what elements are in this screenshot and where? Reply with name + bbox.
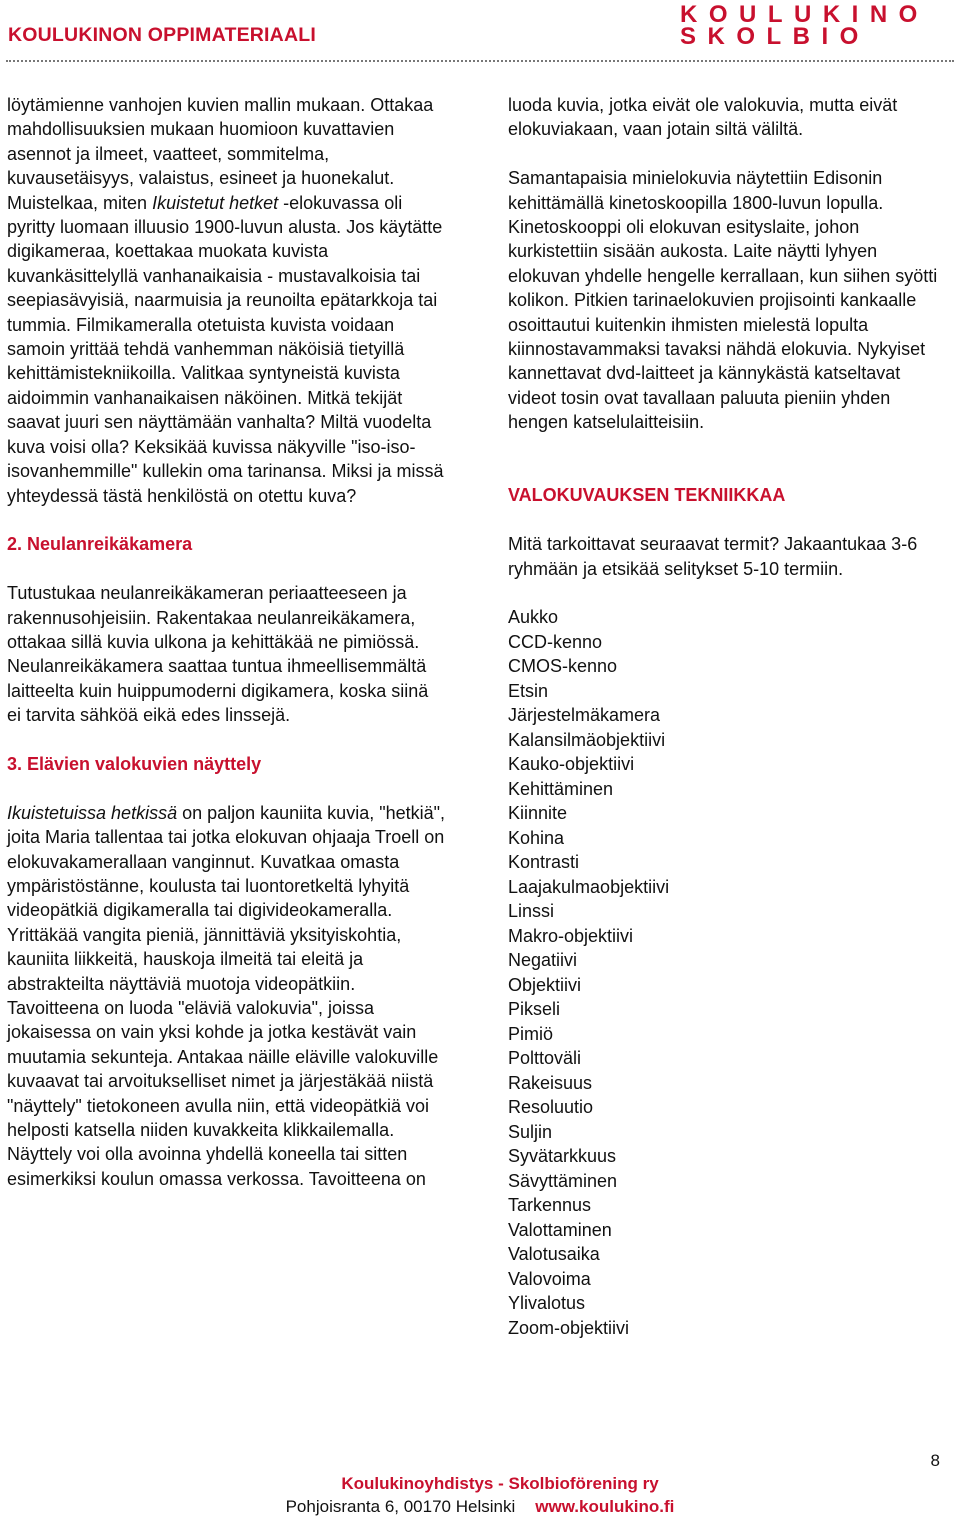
term-item: Kiinnite — [508, 803, 568, 824]
logo-line-2: SKOLBIO — [680, 23, 870, 50]
terms-list — [508, 605, 948, 1340]
section-heading-photo-technique: VALOKUVAUKSEN TEKNIIKKAA — [508, 485, 786, 506]
term-item: Negatiivi — [508, 950, 578, 971]
footer-organization: Koulukinoyhdistys - Skolbioförening ry — [341, 1474, 659, 1493]
term-item: Valotusaika — [508, 1244, 600, 1265]
left-paragraph-3 — [7, 801, 447, 1192]
term-item: Pimiö — [508, 1023, 554, 1044]
term-item: Polttoväli — [508, 1048, 582, 1069]
term-item: Kauko-objektiivi — [508, 754, 635, 775]
page-header — [0, 0, 960, 62]
page-number: 8 — [930, 1451, 940, 1470]
term-item: Ylivalotus — [508, 1293, 586, 1314]
left-paragraph-2: Tutustukaa neulanreikäkameran periaatteeseen ja rakennusohjeisiin. Rakentakaa neulanreikäkamera, ottakaa sillä kuvia ulkona ja kehittäkää ne pimiössä. Neulanreikäkamera saattaa tuntua ihmeellisemmältä laitteelta kuin huippumoderni digikamera, koska siinä ei tarvita sähköä eikä edes linssejä. — [7, 583, 429, 726]
term-item: Pikseli — [508, 999, 561, 1020]
term-item: Zoom-objektiivi — [508, 1317, 630, 1338]
page-footer — [0, 1464, 960, 1518]
left-paragraph-1 — [7, 93, 447, 508]
koulukino-logo — [680, 2, 960, 50]
term-item: Laajakulmaobjektiivi — [508, 876, 670, 897]
right-column — [508, 93, 948, 1340]
left-paragraph-1-text-a: löytämienne vanhojen kuvien mallin mukaan. Ottakaa mahdollisuuksien mukaan huomioon kuvattavien asennot ja ilmeet, vaatteet, sommitelma, kuvausetäisyys, valaistus, esineet ja huonekalut. Muistelkaa, miten — [7, 95, 434, 213]
term-item: Tarkennus — [508, 1195, 592, 1216]
right-paragraph-2: Samantapaisia minielokuvia näytettiin Edisonin kehittämällä kinetoskoopilla 1800-luvun lopulla. Kinetoskooppi oli elokuvan esityslaite, johon kurkistettiin sisään aukosta. Laite näytti lyhyen elokuvan yhdelle hengelle kerrallaan, kun siihen syötti kolikon. Pitkien tarinaelokuvien projisointi kankaalle osoittautui kuitenkin ihmisten mielestä lopulta kiinnostavammaksi tavaksi nähdä elokuvia. Nykyiset kannettavat dvd-laitteet ja kännykästä katseltavat videot tosin ovat tavallaan paluuta pieniin yhden hengen katselulaitteisiin. — [508, 168, 938, 433]
header-divider — [6, 60, 954, 62]
section-heading-living-photos: 3. Elävien valokuvien näyttely — [7, 753, 262, 774]
footer-address-line — [0, 1497, 960, 1517]
term-item: Kehittäminen — [508, 778, 614, 799]
term-item: Resoluutio — [508, 1097, 594, 1118]
term-item: Rakeisuus — [508, 1072, 593, 1093]
term-item: Kohina — [508, 827, 565, 848]
term-item: Linssi — [508, 901, 555, 922]
term-item: Valovoima — [508, 1268, 591, 1289]
term-item: CCD-kenno — [508, 631, 603, 652]
header-title: KOULUKINON OPPIMATERIAALI — [8, 24, 316, 46]
left-column — [7, 93, 447, 1191]
term-item: Järjestelmäkamera — [508, 705, 661, 726]
term-item: Sävyttäminen — [508, 1170, 618, 1191]
term-item: Objektiivi — [508, 974, 582, 995]
right-paragraph-1: luoda kuvia, jotka eivät ole valokuvia, mutta eivät elokuviakaan, vaan jotain siltä väliltä. — [508, 95, 898, 140]
left-paragraph-3-text: on paljon kauniita kuvia, "hetkiä", joita Maria tallentaa tai jotka elokuvan ohjaaja Troell on elokuvakamerallaan vanginnut. Kuvatkaa omasta ympäristöstänne, koulusta tai luontoretkeltä lyhyitä videopätkiä digikameralla tai digivideokameralla. Yrittäkää vangita pieniä, jännittäviä yksityiskohtia, kauniita liikkeitä, hauskoja ilmeitä tai eleitä ja abstrakteilta näyttäviä muotoja videopätkiin. Tavoitteena on luoda "eläviä valokuvia", joissa jokaisessa on vain yksi kohde ja jotka kestävät vain muutamia sekunteja. Antakaa näille eläville valokuville kuvaavat tai arvoitukselliset nimet ja järjestäkää niistä "näyttely" tietokoneen avulla niin, että videopätkiä voi helposti katsella niiden kuvakkeita klikkailemalla. Näyttely voi olla avoinna yhdellä koneella tai sitten esimerkiksi koulun omassa verkossa. Tavoitteena on — [7, 802, 446, 1189]
right-paragraph-3: Mitä tarkoittavat seuraavat termit? Jakaantukaa 3-6 ryhmään ja etsikää selitykset 5-10 termiin. — [508, 534, 918, 579]
film-title-italic-2: Ikuistetuissa hetkissä — [7, 802, 178, 823]
left-paragraph-1-text-b: -elokuvassa oli pyritty luomaan illuusio 1900-luvun alusta. Jos käytätte digikameraa, koettakaa muokata kuvista kuvankäsittelyllä vanhanaikaisia - mustavalkoisia tai seepiasävyisiä, naarmuisia ja reunoilta epätarkkoja tai tummia. Filmikameralla otetuista kuvista voidaan samoin yrittää tehdä vanhemman näköisiä tietyillä kehittämistekniikoilla. Valitkaa syntyneistä kuvista aidoimmin vanhanaikaisen näköinen. Mitkä tekijät saavat juuri sen näyttämään vanhalta? Miltä vuodelta kuva voisi olla? Keksikää kuvissa näkyville "iso-iso-isovanhemmille" kullekin oma tarinansa. Miksi ja missä yhteydessä tästä henkilöstä on otettu kuva? — [7, 192, 444, 506]
term-item: Etsin — [508, 680, 549, 701]
term-item: Aukko — [508, 607, 559, 628]
term-item: Kalansilmäobjektiivi — [508, 729, 666, 750]
footer-address: Pohjoisranta 6, 00170 Helsinki — [285, 1497, 516, 1516]
logo-line-1: KOULUKINO — [680, 1, 929, 28]
section-heading-pinhole-camera: 2. Neulanreikäkamera — [7, 534, 193, 555]
footer-website-link[interactable]: www.koulukino.fi — [535, 1497, 675, 1516]
term-item: Syvätarkkuus — [508, 1146, 617, 1167]
film-title-italic: Ikuistetut hetket — [152, 192, 279, 213]
term-item: Makro-objektiivi — [508, 925, 634, 946]
term-item: Kontrasti — [508, 852, 580, 873]
term-item: Valottaminen — [508, 1219, 612, 1240]
term-item: CMOS-kenno — [508, 656, 618, 677]
term-item: Suljin — [508, 1121, 553, 1142]
